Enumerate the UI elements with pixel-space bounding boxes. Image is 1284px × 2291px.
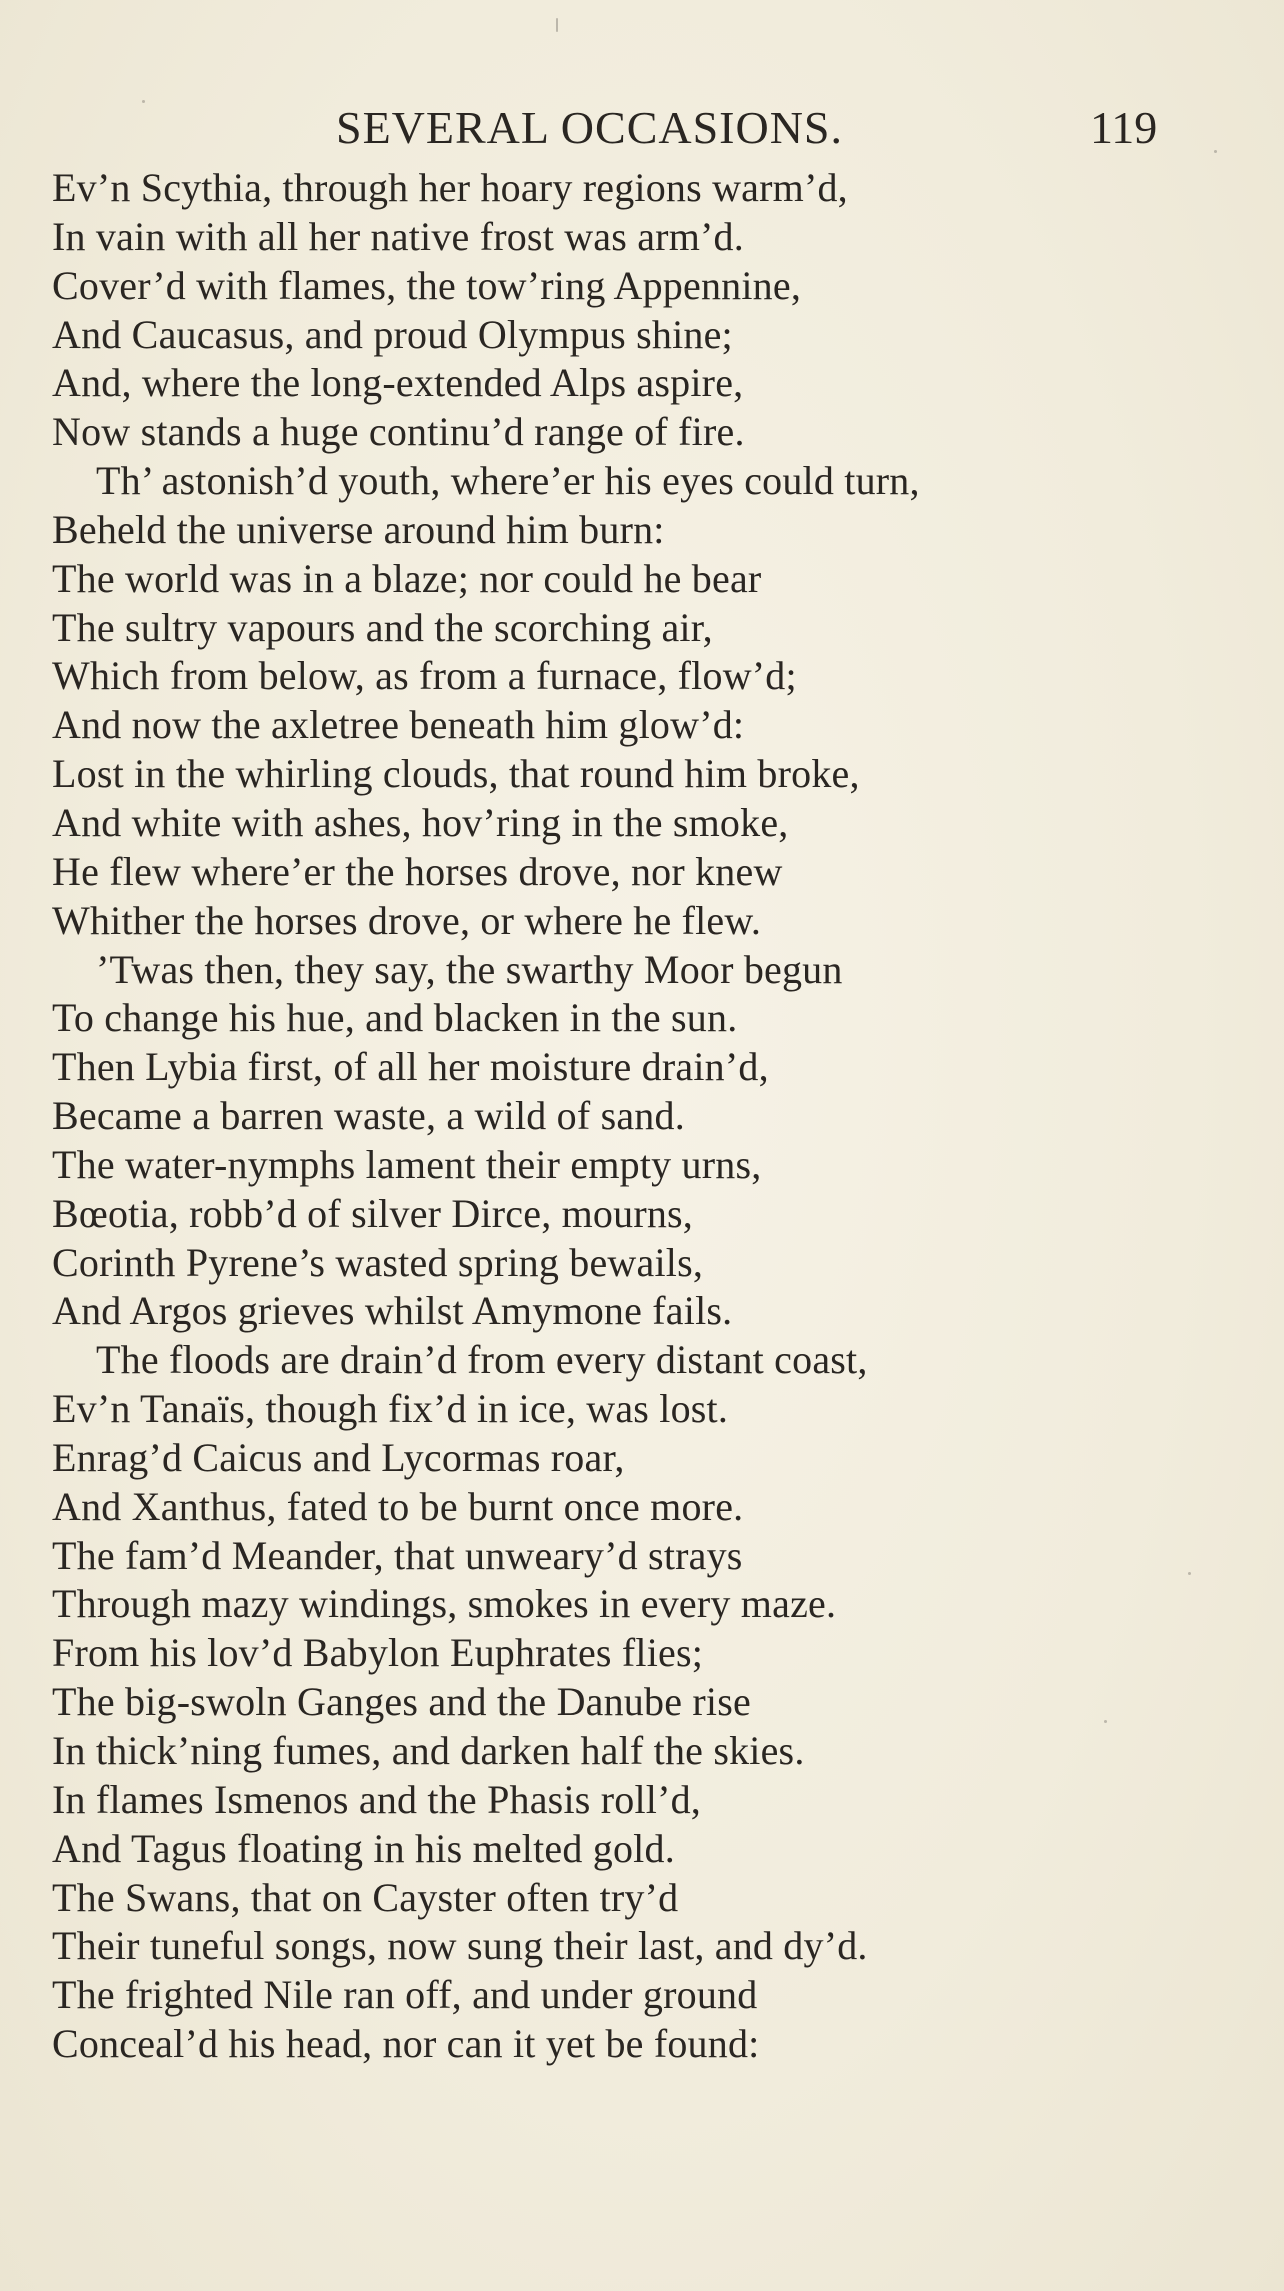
verse-line: To change his hue, and blacken in the sun.	[52, 995, 738, 1041]
verse-line: Through mazy windings, smokes in every maze.	[52, 1581, 837, 1627]
verse-line: The floods are drain’d from every distant coast,	[96, 1337, 868, 1383]
page-number: 119	[1090, 102, 1158, 153]
verse-line: Became a barren waste, a wild of sand.	[52, 1093, 685, 1139]
paper-mark	[556, 18, 558, 32]
verse-line: Which from below, as from a furnace, flow’d;	[52, 653, 797, 699]
verse-line: And white with ashes, hov’ring in the smoke,	[52, 799, 789, 845]
verse-line: The fam’d Meander, that unweary’d strays	[52, 1532, 743, 1578]
verse-line: Their tuneful songs, now sung their last, and dy’d.	[52, 1923, 868, 1969]
verse-line: And now the axletree beneath him glow’d:	[52, 702, 745, 748]
verse-line: And, where the long-extended Alps aspire,	[52, 360, 744, 406]
verse-line: From his lov’d Babylon Euphrates flies;	[52, 1630, 704, 1676]
verse-line: Ev’n Scythia, through her hoary regions warm’d,	[52, 165, 848, 210]
verse-line: Whither the horses drove, or where he flew.	[52, 897, 762, 943]
verse-line: Enrag’d Caicus and Lycormas roar,	[52, 1434, 625, 1480]
verse-line: ’Twas then, they say, the swarthy Moor begun	[96, 946, 843, 992]
verse-line: The Swans, that on Cayster often try’d	[52, 1874, 679, 1920]
verse-line: And Argos grieves whilst Amymone fails.	[52, 1288, 733, 1334]
verse-line: The sultry vapours and the scorching air,	[52, 604, 713, 650]
verse-line: Then Lybia first, of all her moisture drain’d,	[52, 1044, 769, 1090]
paper-speck	[1188, 1572, 1191, 1575]
verse-line: Lost in the whirling clouds, that round him broke,	[52, 751, 860, 797]
poem-text	[52, 164, 1252, 2069]
verse-line: Cover’d with flames, the tow’ring Appennine,	[52, 262, 802, 308]
paper-speck	[1104, 1720, 1107, 1723]
verse-line: Bœotia, robb’d of silver Dirce, mourns,	[52, 1190, 694, 1236]
verse-line: In flames Ismenos and the Phasis roll’d,	[52, 1776, 701, 1822]
verse-line: Corinth Pyrene’s wasted spring bewails,	[52, 1239, 704, 1285]
verse-line: The world was in a blaze; nor could he bear	[52, 555, 762, 601]
verse-line: In vain with all her native frost was arm’d.	[52, 213, 744, 259]
verse-line: Conceal’d his head, nor can it yet be found:	[52, 2021, 760, 2067]
verse-line: The water-nymphs lament their empty urns,	[52, 1141, 762, 1187]
paper-speck	[142, 100, 145, 103]
paper-speck	[1214, 150, 1217, 153]
verse-line: Ev’n Tanaïs, though fix’d in ice, was lost.	[52, 1386, 729, 1432]
verse-line: And Tagus floating in his melted gold.	[52, 1825, 675, 1871]
verse-line: The frighted Nile ran off, and under ground	[52, 1972, 758, 2018]
verse-line: He flew where’er the horses drove, nor knew	[52, 848, 783, 894]
verse-line: And Xanthus, fated to be burnt once more.	[52, 1483, 744, 1529]
verse-line: The big-swoln Ganges and the Danube rise	[52, 1679, 751, 1725]
page-header	[0, 98, 1284, 158]
verse-line: Now stands a huge continu’d range of fire.	[52, 409, 745, 455]
verse-line: Th’ astonish’d youth, where’er his eyes could turn,	[96, 458, 920, 504]
verse-line: And Caucasus, and proud Olympus shine;	[52, 311, 733, 357]
verse-line: Beheld the universe around him burn:	[52, 506, 665, 552]
verse-line: In thick’ning fumes, and darken half the skies.	[52, 1728, 805, 1773]
running-title: SEVERAL OCCASIONS.	[336, 102, 844, 153]
